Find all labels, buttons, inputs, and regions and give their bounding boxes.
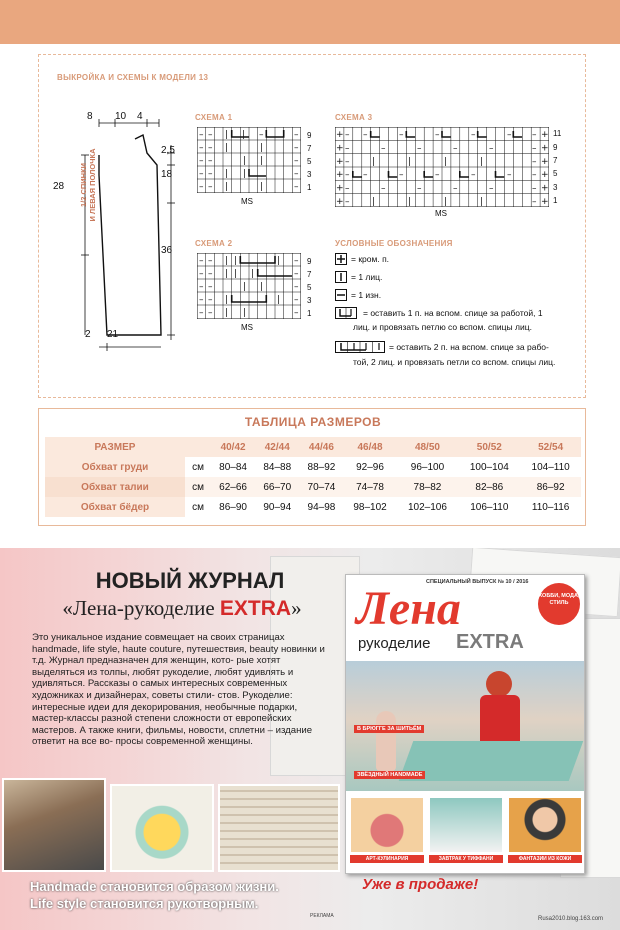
svg-text:–: – xyxy=(208,143,213,153)
ad-slogan-line2: Life style становится рукотворным. xyxy=(30,896,259,911)
row-label: Обхват талии xyxy=(45,477,185,497)
cell: 62–66 xyxy=(211,477,255,497)
scheme1-row: 3 xyxy=(307,170,312,179)
scheme3-row: 7 xyxy=(553,156,558,165)
svg-text:–: – xyxy=(294,182,299,192)
cell: 104–110 xyxy=(531,461,570,473)
svg-text:|: | xyxy=(242,130,246,140)
svg-text:–: – xyxy=(532,157,537,167)
svg-text:–: – xyxy=(435,170,440,180)
svg-text:|: | xyxy=(225,256,229,266)
magazine-thumb xyxy=(429,797,503,853)
magazine-caption: АРТ-КУЛИНАРИЯ xyxy=(350,855,424,863)
svg-text:–: – xyxy=(381,143,386,154)
scheme3-row: 1 xyxy=(553,196,558,205)
dim-right-b: 18 xyxy=(161,169,173,180)
header-cell: 44/46 xyxy=(299,437,343,457)
model-head xyxy=(486,671,512,697)
cell: 106–110 xyxy=(470,501,509,513)
legend-item: = 1 лиц. xyxy=(351,272,383,282)
svg-text:+: + xyxy=(336,130,344,140)
pattern-section xyxy=(38,54,586,398)
svg-text:|: | xyxy=(225,269,229,279)
header-cell: 52/54 xyxy=(520,437,581,457)
scheme1-row: 7 xyxy=(307,144,312,153)
svg-text:|: | xyxy=(234,269,238,279)
legend-item: = 1 изн. xyxy=(351,290,382,300)
cell: 86–92 xyxy=(520,477,581,497)
svg-text:–: – xyxy=(208,295,213,305)
dim-top-c: 4 xyxy=(137,111,143,122)
magazine-issue: СПЕЦИАЛЬНЫЙ ВЫПУСК № 10 / 2016 xyxy=(426,579,529,585)
garment-label-line2: И ЛЕВАЯ ПОЛОЧКА xyxy=(88,148,97,222)
svg-text:+: + xyxy=(336,143,344,154)
header-cell: 40/42 xyxy=(211,437,255,457)
svg-text:–: – xyxy=(363,170,368,180)
row-label: Обхват бёдер xyxy=(45,497,185,517)
edge-stitch-icon xyxy=(335,253,347,265)
scheme2-row: 1 xyxy=(307,309,312,318)
cell: 82–86 xyxy=(458,477,520,497)
legend-title: УСЛОВНЫЕ ОБОЗНАЧЕНИЯ xyxy=(335,239,453,248)
svg-text:–: – xyxy=(532,130,537,140)
scheme2-ms: MS xyxy=(241,323,253,332)
scheme3-row: 5 xyxy=(553,169,558,178)
header-cell: 42/44 xyxy=(255,437,299,457)
model-body xyxy=(480,695,520,745)
svg-text:–: – xyxy=(489,143,494,154)
svg-text:–: – xyxy=(399,170,404,180)
svg-text:|: | xyxy=(408,157,412,167)
svg-text:–: – xyxy=(208,308,213,318)
svg-text:–: – xyxy=(532,197,537,207)
svg-text:|: | xyxy=(225,308,229,318)
magazine-caption: ФАНТАЗИИ ИЗ КОЖИ xyxy=(508,855,582,863)
svg-text:–: – xyxy=(532,170,537,180)
svg-text:|: | xyxy=(234,256,238,266)
header-cell xyxy=(185,437,211,457)
ad-slogan-line1: Handmade становится образом жизни. xyxy=(30,879,279,894)
garment-label-line1: 1/2 СПИНКИ xyxy=(79,162,88,208)
svg-text:–: – xyxy=(208,269,213,279)
dim-top-a: 8 xyxy=(87,111,93,122)
size-table-header xyxy=(45,437,581,457)
scheme1-ms: MS xyxy=(241,197,253,206)
svg-text:–: – xyxy=(208,282,213,292)
svg-text:|: | xyxy=(251,269,255,279)
dim-left-a: 28 xyxy=(53,181,65,192)
svg-text:|: | xyxy=(243,169,247,179)
size-table xyxy=(45,437,581,517)
svg-text:–: – xyxy=(208,156,213,166)
size-table-section xyxy=(38,408,586,526)
ad-subtitle-end: » xyxy=(291,596,302,620)
svg-text:+: + xyxy=(336,183,344,194)
photo-tea-cup xyxy=(110,784,214,872)
row-unit: см xyxy=(192,501,204,513)
svg-text:–: – xyxy=(199,308,204,318)
svg-text:|: | xyxy=(225,295,229,305)
svg-text:+: + xyxy=(541,197,549,207)
svg-text:|: | xyxy=(480,197,484,207)
cell: 94–98 xyxy=(307,501,336,513)
photo-crochet xyxy=(218,784,340,872)
svg-text:–: – xyxy=(208,256,213,266)
svg-text:+: + xyxy=(336,197,344,207)
svg-text:–: – xyxy=(199,269,204,279)
dim-bottom-a: 2 xyxy=(85,329,91,340)
site-watermark: Rusa2010.blog.163.com xyxy=(538,916,604,922)
magazine-tag: В БРЮГГЕ ЗА ШИТЬЁМ xyxy=(354,725,424,733)
cell: 84–88 xyxy=(263,461,292,473)
svg-text:–: – xyxy=(399,130,404,140)
promo-note: РЕКЛАМА xyxy=(310,913,334,919)
svg-text:–: – xyxy=(345,197,350,207)
magazine-cover xyxy=(345,574,585,874)
svg-text:|: | xyxy=(225,169,229,179)
cell: 78–82 xyxy=(397,477,459,497)
svg-text:–: – xyxy=(199,295,204,305)
svg-text:|: | xyxy=(225,182,229,192)
svg-text:–: – xyxy=(435,130,440,140)
legend-item: = кром. п. xyxy=(351,254,390,264)
magazine-thumb xyxy=(350,797,424,853)
photo-table-setting xyxy=(2,778,106,872)
dim-bottom-b: 21 xyxy=(107,329,119,340)
svg-text:+: + xyxy=(541,130,549,140)
legend-item: = оставить 2 п. на вспом. спице за рабо- xyxy=(389,342,549,352)
row-label: Обхват груди xyxy=(45,457,185,477)
top-banner xyxy=(0,0,620,44)
scheme1-row: 5 xyxy=(307,157,312,166)
scheme2-title: СХЕМА 2 xyxy=(195,239,233,248)
cell: 66–70 xyxy=(255,477,299,497)
svg-text:+: + xyxy=(336,157,344,167)
svg-text:–: – xyxy=(294,295,299,305)
row-unit: см xyxy=(192,461,204,473)
dim-right-a: 2,5 xyxy=(161,145,175,156)
svg-text:–: – xyxy=(381,183,386,194)
svg-text:|: | xyxy=(243,282,247,292)
cross-1-icon xyxy=(335,307,357,319)
magazine-extra: EXTRA xyxy=(456,631,524,653)
cell: 96–100 xyxy=(410,461,445,473)
scheme3-title: СХЕМА 3 xyxy=(335,113,373,122)
cell: 80–84 xyxy=(219,461,247,473)
svg-text:|: | xyxy=(444,197,448,207)
ad-title: НОВЫЙ ЖУРНАЛ xyxy=(95,568,285,593)
svg-text:|: | xyxy=(480,157,484,167)
cell: 102–106 xyxy=(407,501,447,513)
scheme1-grid xyxy=(197,127,301,193)
svg-text:–: – xyxy=(363,130,368,140)
scheme1-row: 9 xyxy=(307,131,312,140)
scheme3-row: 9 xyxy=(553,143,558,152)
svg-text:–: – xyxy=(532,143,537,154)
scheme2-row: 5 xyxy=(307,283,312,292)
svg-text:|: | xyxy=(372,157,376,167)
garment-label xyxy=(79,135,97,235)
cell: 100–104 xyxy=(469,461,509,473)
scheme1-title: СХЕМА 1 xyxy=(195,113,233,122)
magazine-caption: ЗАВТРАК У ТИФФАНИ xyxy=(429,855,503,863)
svg-text:–: – xyxy=(507,130,512,140)
cell: 92–96 xyxy=(356,461,384,473)
svg-text:|: | xyxy=(277,256,281,266)
scheme3-row: 3 xyxy=(553,183,558,192)
magazine-thumb xyxy=(508,797,582,853)
ad-slogan xyxy=(30,878,279,912)
cell: 70–74 xyxy=(299,477,343,497)
purl-stitch-icon xyxy=(335,289,347,301)
header-cell: 50/52 xyxy=(458,437,520,457)
knit-stitch-icon xyxy=(335,271,347,283)
svg-text:–: – xyxy=(294,256,299,266)
svg-text:–: – xyxy=(345,170,350,180)
svg-text:|: | xyxy=(260,282,264,292)
scheme1-row: 1 xyxy=(307,183,312,192)
pattern-heading: ВЫКРОЙКА И СХЕМЫ К МОДЕЛИ 13 xyxy=(57,73,209,82)
magazine-badge: ХОББИ, МОДА, СТИЛЬ xyxy=(538,583,580,625)
svg-text:–: – xyxy=(345,183,350,194)
row-unit: см xyxy=(185,477,211,497)
legend-item: лиц. и провязать петлю со вспом. спицы лиц. xyxy=(353,322,532,332)
table-row xyxy=(45,457,581,477)
cross-2-icon xyxy=(335,341,385,353)
svg-text:+: + xyxy=(541,157,549,167)
svg-text:–: – xyxy=(294,143,299,153)
legend-item: той, 2 лиц. и провязать петли со вспом. спицы лиц. xyxy=(353,357,556,367)
dim-top-b: 10 xyxy=(115,111,127,122)
scheme3-grid xyxy=(335,127,549,207)
header-cell: 46/48 xyxy=(344,437,397,457)
svg-text:|: | xyxy=(444,157,448,167)
cell: 88–92 xyxy=(307,461,336,473)
cell: 110–116 xyxy=(531,501,570,513)
svg-text:–: – xyxy=(208,130,213,140)
scheme2-row: 9 xyxy=(307,257,312,266)
svg-text:+: + xyxy=(541,170,549,180)
ad-body-text: Это уникальное издание совмещает на своих страницах handmade, life style, haute couture, путешествия, beauty новинки и т.д. Журнал предназначен для женщин, кото- рые хотят выделяться из толпы, любят рукоделие, любят удивлять и удивляться. Рассказы о самых интересных современных художниках и дизайнерах, советы стили- стов. Рукоделие: интересные идеи для декорирования, необычные подарки, мастер-классы разной степени сложности от европейских мастеров. А также книги, фильмы, новости, сплетни – издание ответит на все во- просы современной женщины. xyxy=(32,632,325,748)
scheme3-row: 11 xyxy=(553,129,562,138)
magazine-ad xyxy=(0,548,620,930)
cell: 98–102 xyxy=(353,501,387,513)
doll-decor xyxy=(376,711,396,771)
header-cell: 48/50 xyxy=(397,437,459,457)
svg-text:+: + xyxy=(541,143,549,154)
svg-text:–: – xyxy=(345,157,350,167)
legend-item: = оставить 1 п. на вспом. спице за работой, 1 xyxy=(363,308,543,318)
magazine-brand: Лена xyxy=(356,582,461,635)
svg-text:–: – xyxy=(453,183,458,194)
svg-text:–: – xyxy=(532,183,537,194)
header-cell: РАЗМЕР xyxy=(45,437,185,457)
svg-text:–: – xyxy=(294,169,299,179)
magazine-sub: рукоделие xyxy=(358,635,431,652)
svg-text:–: – xyxy=(294,282,299,292)
table-row xyxy=(45,497,581,517)
svg-text:–: – xyxy=(199,182,204,192)
svg-text:|: | xyxy=(260,156,264,166)
svg-text:–: – xyxy=(199,169,204,179)
scheme2-row: 7 xyxy=(307,270,312,279)
svg-text:|: | xyxy=(225,130,229,140)
ad-subtitle xyxy=(22,596,342,621)
svg-text:|: | xyxy=(260,182,264,192)
svg-text:–: – xyxy=(417,143,422,154)
ad-subtitle-text: «Лена-рукоделие xyxy=(62,596,220,620)
svg-text:–: – xyxy=(345,143,350,154)
svg-text:–: – xyxy=(199,130,204,140)
ad-subtitle-extra: EXTRA xyxy=(219,597,292,620)
svg-text:–: – xyxy=(471,130,476,140)
cell: 90–94 xyxy=(263,501,292,513)
svg-text:–: – xyxy=(489,183,494,194)
table-row xyxy=(45,477,581,497)
svg-text:–: – xyxy=(259,130,264,140)
size-table-title: ТАБЛИЦА РАЗМЕРОВ xyxy=(244,415,382,429)
svg-text:–: – xyxy=(294,130,299,140)
svg-text:–: – xyxy=(208,182,213,192)
on-sale-label: Уже в продаже! xyxy=(362,876,479,893)
garment-diagram xyxy=(39,95,189,355)
svg-text:|: | xyxy=(408,197,412,207)
svg-text:|: | xyxy=(372,197,376,207)
svg-text:|: | xyxy=(277,295,281,305)
scheme2-grid xyxy=(197,253,301,319)
svg-text:+: + xyxy=(541,183,549,194)
cell: 74–78 xyxy=(344,477,397,497)
svg-text:|: | xyxy=(260,143,264,153)
svg-text:+: + xyxy=(336,170,344,180)
svg-text:–: – xyxy=(294,156,299,166)
svg-text:–: – xyxy=(199,256,204,266)
svg-text:|: | xyxy=(243,308,247,318)
svg-text:–: – xyxy=(199,156,204,166)
magazine-tag: ЗВЁЗДНЫЙ HANDMADE xyxy=(354,771,425,779)
svg-text:–: – xyxy=(294,308,299,318)
svg-text:–: – xyxy=(417,183,422,194)
table-decor xyxy=(399,741,584,781)
svg-text:–: – xyxy=(199,282,204,292)
svg-text:–: – xyxy=(199,143,204,153)
scheme3-ms: MS xyxy=(435,209,447,218)
svg-text:–: – xyxy=(294,269,299,279)
svg-text:|: | xyxy=(225,143,229,153)
svg-text:–: – xyxy=(345,130,350,140)
svg-text:–: – xyxy=(208,169,213,179)
svg-text:–: – xyxy=(507,170,512,180)
cell: 86–90 xyxy=(219,501,247,513)
dim-right-c: 36 xyxy=(161,245,173,256)
svg-text:|: | xyxy=(243,156,247,166)
svg-text:–: – xyxy=(453,143,458,154)
svg-text:–: – xyxy=(471,170,476,180)
scheme2-row: 3 xyxy=(307,296,312,305)
